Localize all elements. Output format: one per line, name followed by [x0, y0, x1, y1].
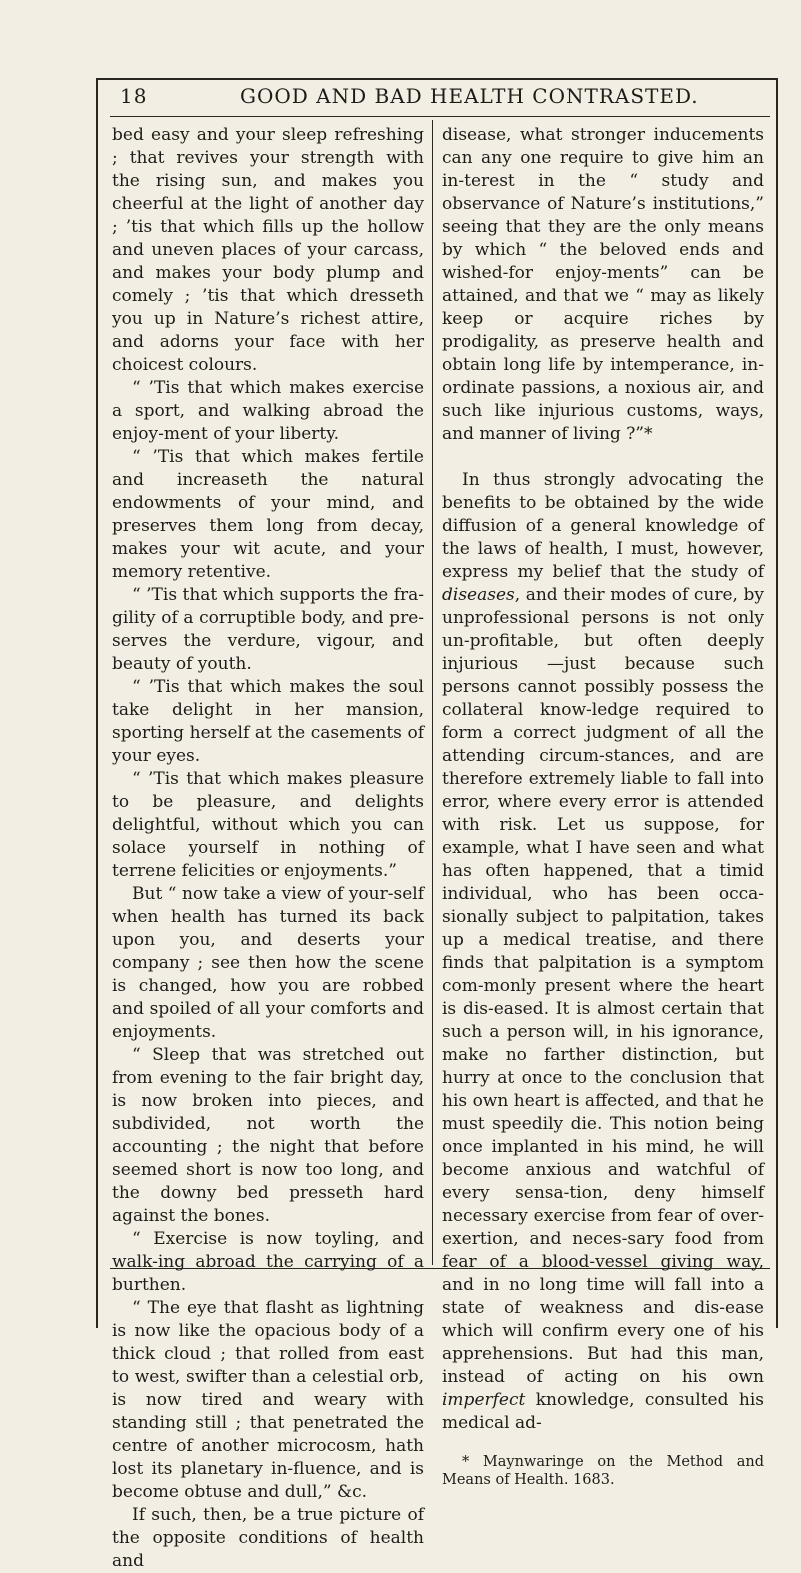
bottom-rule	[110, 1268, 770, 1269]
paragraph: “ ’Tis that which makes exercise a sport, and walking abroad the enjoy-ment of your liberty.	[112, 378, 424, 444]
paragraph: “ ’Tis that which supports the fra-gility of a corruptible body, and pre-serves the verdure, vigour, and beauty of youth.	[112, 585, 424, 674]
paragraph: “ Sleep that was stretched out from evening to the fair bright day, is now broken into pieces, and subdivided, not worth the accounting ; the night that before seemed short is now too long, and the downy bed presseth hard against the bones.	[112, 1045, 424, 1226]
paragraph: If such, then, be a true picture of the opposite conditions of health and	[112, 1505, 424, 1571]
paragraph: “ Exercise is now toyling, and walk-ing abroad the carrying of a burthen.	[112, 1229, 424, 1295]
paragraph: disease, what stronger inducements can any one require to give him an in-terest in the “ study and observance of Nature’s institutions,” seeing that they are the only means by which “ the beloved ends and wished-for enjoy-ments” can be attained, and that we “ may as likely keep or acquire riches by prodigality, as preserve health and obtain long life by intemperance, in-ordinate passions, a noxious air, and such like injurious customs, ways, and manner of living ?”*	[442, 125, 764, 444]
footnote: * Maynwaringe on the Method and Means of Health. 1683.	[442, 1454, 764, 1488]
paragraph: But “ now take a view of your-self when health has turned its back upon you, and deserts your company ; see then how the scene is changed, how you are robbed and spoiled of all your comforts and enjoyments.	[112, 884, 424, 1042]
paragraph: “ The eye that flasht as lightning is now like the opacious body of a thick cloud ; that rolled from east to west, swifter than a celestial orb, is now tired and weary with standing still ; that penetrated the centre of another microcosm, hath lost its planetary in-fluence, and is become obtuse and dull,” &c.	[112, 1298, 424, 1502]
running-title: GOOD AND BAD HEALTH CONTRASTED.	[240, 84, 699, 108]
paragraph: bed easy and your sleep refreshing ; that revives your strength with the rising sun, and makes you cheerful at the light of another day ; ’tis that which fills up the hollow and uneven places of your carcass, and makes your body plump and comely ; ’tis that which dresseth you up in Nature’s richest attire, and adorns your face with her choicest colours.	[112, 125, 424, 375]
text-run: In thus strongly advocating the benefits to be obtained by the wide diffusion of a general knowledge of the laws of health, I must, however, express my belief that the study of	[442, 470, 764, 582]
page-number: 18	[120, 84, 148, 108]
paragraph	[442, 469, 764, 1435]
page-border-left	[96, 78, 98, 1328]
page-border-right	[776, 78, 778, 1328]
page-header	[110, 84, 770, 114]
text-run: knowledge, consulted his medical ad-	[442, 1390, 764, 1433]
paragraph: “ ’Tis that which makes the soul take delight in her mansion, sporting herself at the casements of your eyes.	[112, 677, 424, 766]
paragraph: “ ’Tis that which makes pleasure to be pleasure, and delights delightful, without which you can solace yourself in nothing of terrene felicities or enjoyments.”	[112, 769, 424, 881]
text-run: , and their modes of cure, by unprofessional persons is not only un-profitable, but often deeply injurious —just because such persons cannot possibly possess the collateral know-ledge required to form a correct judgment of all the attending circum-stances, and are therefore extremely liable to fall into error, where every error is attended with risk. Let us suppose, for example, what I have seen and what has often happened, that a timid individual, who has been occa-sionally subject to palpitation, takes up a medical treatise, and there finds that palpitation is a symptom com-monly present where the heart is dis-eased. It is almost certain that such a person will, in his ignorance, make no farther distinction, but hurry at once to the conclusion that his own heart is affected, and that he must speedily die. This notion being once implanted in his mind, he will become anxious and watchful of every sensa-tion, deny himself necessary exercise from fear of over-exertion, and neces-sary food from fear of a blood-vessel giving way, and in no long time will fall into a state of weakness and dis-ease which will confirm every one of his apprehensions. But had this man, instead of acting on his own	[442, 585, 764, 1387]
right-column	[442, 124, 764, 1489]
emphasis: imperfect	[442, 1390, 526, 1410]
header-rule	[110, 116, 770, 117]
paragraph: “ ’Tis that which makes fertile and increaseth the natural endowments of your mind, and preserves them long from decay, makes your wit acute, and your memory retentive.	[112, 447, 424, 582]
emphasis: diseases	[442, 585, 515, 605]
page-border-top	[96, 78, 778, 80]
column-divider	[432, 120, 433, 1265]
left-column	[112, 124, 424, 1573]
